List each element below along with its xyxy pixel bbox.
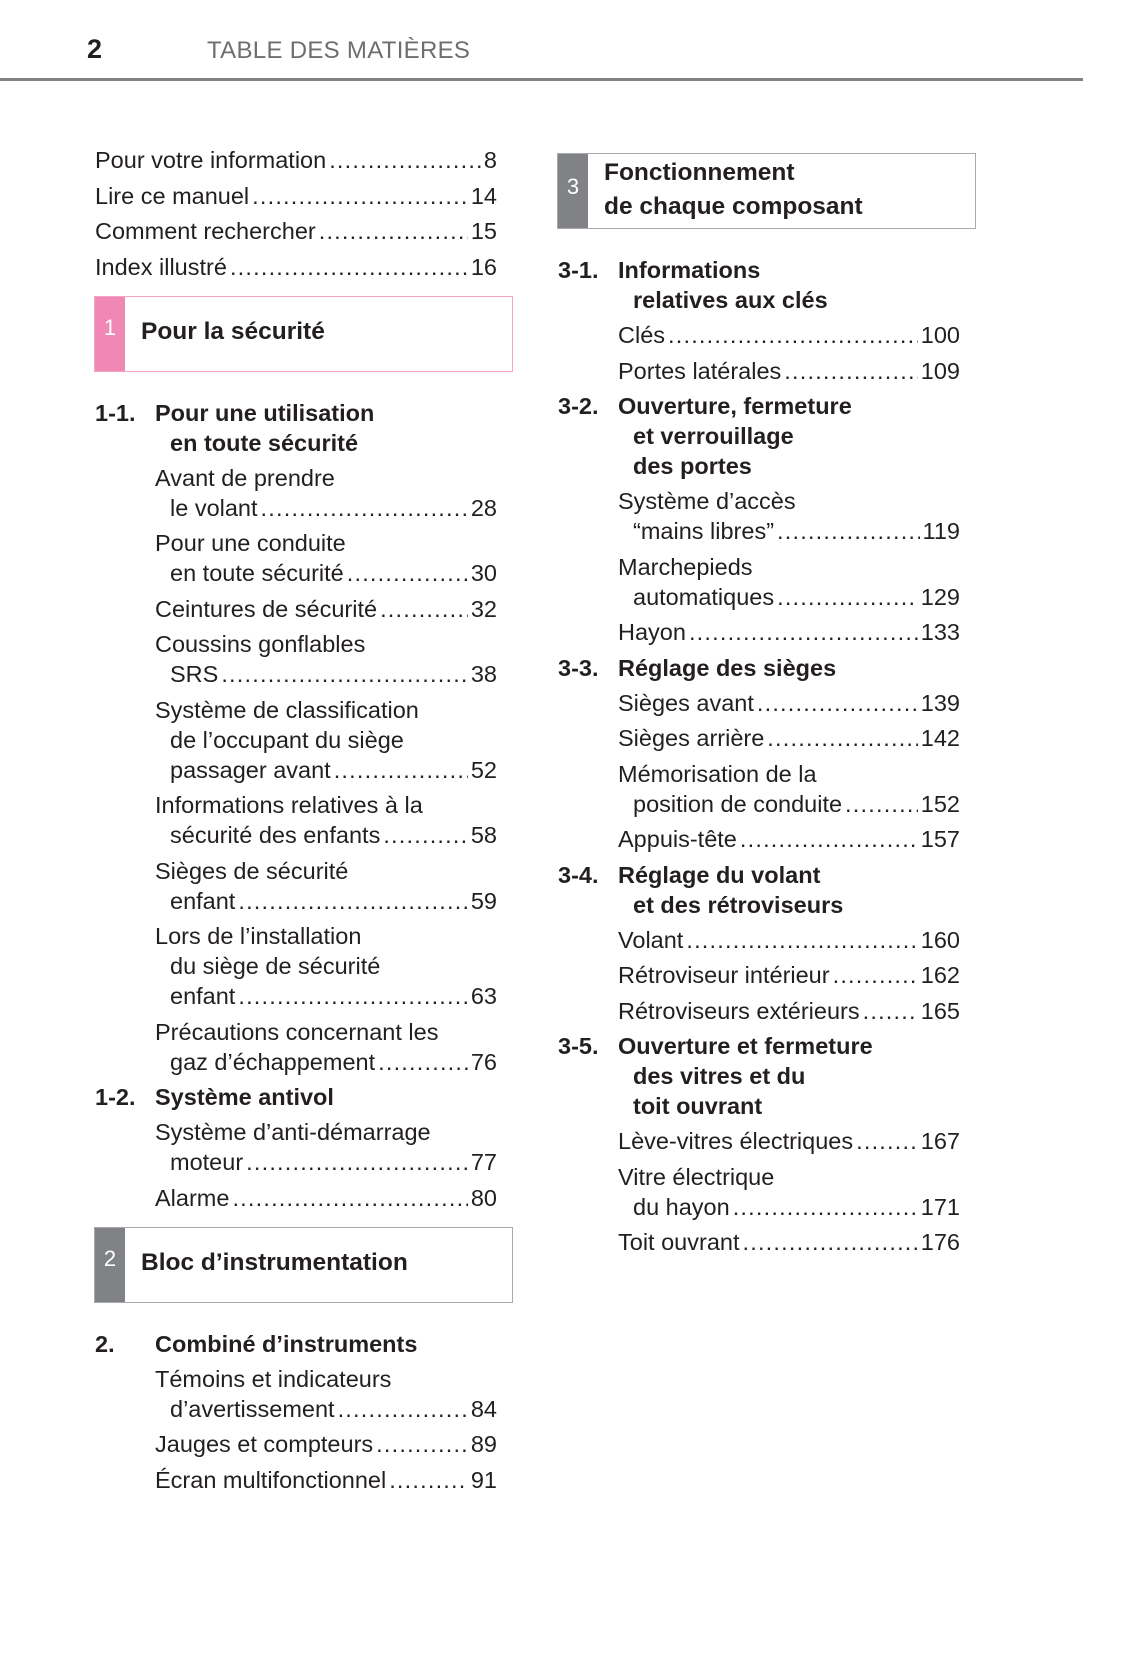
- section-heading: [558, 1031, 978, 1121]
- chapter-number-tab: 3: [558, 154, 588, 228]
- toc-entry-line: [155, 558, 497, 588]
- header-divider: [0, 78, 1083, 81]
- toc-entry[interactable]: [95, 145, 515, 175]
- toc-entry[interactable]: [95, 181, 515, 211]
- toc-entry-text: Clés: [618, 322, 666, 348]
- toc-entry-line: [95, 216, 497, 246]
- toc-entry-line: [618, 617, 960, 647]
- toc-entry-text: Pour votre information: [95, 147, 327, 173]
- toc-entry-text: Rétroviseur intérieur: [618, 962, 830, 988]
- toc-entry[interactable]: [618, 1126, 978, 1156]
- toc-entry-text: de l’occupant du siège: [170, 726, 404, 753]
- page-number-ref[interactable]: 63: [470, 983, 497, 1009]
- section-title-line: Combiné d’instruments: [155, 1330, 418, 1357]
- leader-dots: [378, 1047, 468, 1077]
- toc-entry-line: [618, 1126, 960, 1156]
- toc-entry-text: Témoins et indicateurs: [155, 1365, 392, 1392]
- toc-entry-line: [618, 356, 960, 386]
- section-title: [618, 391, 852, 481]
- toc-entry-text: “mains libres”: [633, 518, 775, 544]
- leader-dots: [221, 659, 468, 689]
- toc-entry-line: [618, 925, 960, 955]
- toc-entry[interactable]: [155, 1465, 515, 1495]
- toc-entry-text: le volant: [170, 494, 258, 521]
- page-number-ref[interactable]: 14: [470, 182, 497, 209]
- chapter-box[interactable]: [94, 1227, 513, 1303]
- section-number: 3-2.: [558, 393, 599, 419]
- section-title: [618, 255, 828, 315]
- toc-entry-line: [618, 516, 960, 546]
- toc-entry-line: [155, 594, 497, 624]
- section-title-line: et verrouillage: [633, 423, 794, 449]
- page-number-ref[interactable]: 89: [470, 1431, 497, 1457]
- toc-entry-text: Jauges et compteurs: [155, 1431, 374, 1457]
- page-number-ref[interactable]: 58: [470, 822, 497, 848]
- page-number-ref[interactable]: 139: [920, 689, 960, 716]
- section-heading: [95, 398, 515, 458]
- toc-entry-text: Toit ouvrant: [618, 1229, 740, 1255]
- page-number-ref[interactable]: 76: [470, 1048, 497, 1075]
- section-heading: [558, 391, 978, 481]
- toc-entry-line: [95, 181, 497, 211]
- toc-entry-text: Lire ce manuel: [95, 182, 250, 209]
- chapter-title-line: Bloc d’instrumentation: [141, 1248, 408, 1276]
- toc-entry-text: automatiques: [633, 583, 775, 610]
- toc-entry[interactable]: [618, 356, 978, 386]
- leader-dots: [733, 1192, 918, 1222]
- chapter-title: [125, 1228, 408, 1302]
- toc-entry-line: [95, 145, 497, 175]
- section-title-line: des vitres et du: [633, 1063, 806, 1089]
- toc-entry-text: Coussins gonflables: [155, 631, 366, 657]
- section-title-line: en toute sécurité: [170, 429, 359, 456]
- toc-entry-line: [618, 824, 960, 854]
- toc-entry-text: enfant: [170, 887, 236, 914]
- page-header-title: TABLE DES MATIÈRES: [207, 37, 471, 64]
- toc-entry[interactable]: [155, 1183, 515, 1213]
- leader-dots: [380, 594, 468, 624]
- page-number-ref[interactable]: 133: [920, 619, 960, 645]
- toc-entry[interactable]: [618, 723, 978, 753]
- leader-dots: [232, 1183, 467, 1213]
- toc-entry[interactable]: [618, 486, 978, 546]
- toc-entry-text: Rétroviseurs extérieurs: [618, 997, 860, 1024]
- toc-column-left: [95, 145, 515, 1500]
- toc-entry-text: Sièges avant: [618, 689, 754, 716]
- page-number-ref[interactable]: 167: [920, 1128, 960, 1154]
- toc-entry-text: en toute sécurité: [170, 560, 344, 586]
- leader-dots: [742, 1227, 917, 1257]
- section-title-line: Pour une utilisation: [155, 399, 375, 426]
- toc-entry-line: [155, 1183, 497, 1213]
- leader-dots: [230, 252, 468, 282]
- leader-dots: [863, 996, 918, 1026]
- toc-entry[interactable]: [155, 594, 515, 624]
- toc-entry-text: Ceintures de sécurité: [155, 595, 378, 622]
- page-number-ref[interactable]: 52: [470, 756, 497, 783]
- toc-entry[interactable]: [155, 1017, 515, 1077]
- page-number-ref[interactable]: 157: [920, 826, 960, 852]
- leader-dots: [329, 145, 481, 175]
- toc-entry-text: Lève-vitres électriques: [618, 1128, 854, 1154]
- leader-dots: [319, 216, 468, 246]
- toc-entry[interactable]: [155, 629, 515, 689]
- toc-entry[interactable]: [155, 528, 515, 588]
- page-number-ref[interactable]: 38: [470, 661, 497, 687]
- leader-dots: [668, 320, 918, 350]
- page-number-ref[interactable]: 91: [470, 1466, 497, 1493]
- toc-entry-text: position de conduite: [633, 790, 843, 817]
- section-title-line: des portes: [633, 453, 752, 479]
- leader-dots: [845, 789, 918, 819]
- page-number-ref[interactable]: 171: [920, 1193, 960, 1220]
- page-number-ref[interactable]: 100: [920, 322, 960, 348]
- toc-entry-text: Écran multifonctionnel: [155, 1466, 387, 1493]
- toc-entry[interactable]: [618, 824, 978, 854]
- toc-entry-line: [155, 1394, 497, 1424]
- toc-column-right: [558, 145, 978, 1263]
- page-number-ref[interactable]: 77: [470, 1149, 497, 1175]
- toc-entry-text: SRS: [170, 661, 219, 687]
- section-heading: [558, 255, 978, 315]
- toc-entry[interactable]: [155, 1117, 515, 1177]
- toc-entry-line: [155, 820, 497, 850]
- toc-entry-text: Pour une conduite: [155, 530, 346, 556]
- section-title-line: Informations: [618, 257, 761, 283]
- leader-dots: [376, 1429, 468, 1459]
- leader-dots: [238, 886, 468, 916]
- chapter-title: [125, 297, 325, 371]
- toc-entry[interactable]: [618, 1227, 978, 1257]
- leader-dots: [252, 181, 468, 211]
- toc-entry-text: moteur: [170, 1149, 244, 1175]
- toc-entry[interactable]: [618, 320, 978, 350]
- section-title-line: Réglage du volant: [618, 861, 821, 888]
- toc-entry[interactable]: [618, 552, 978, 612]
- page-number-ref[interactable]: 80: [470, 1184, 497, 1211]
- toc-entry-line: [155, 493, 497, 523]
- toc-entry[interactable]: [618, 925, 978, 955]
- section-number: 1-2.: [95, 1084, 136, 1110]
- toc-entry-line: [618, 1192, 960, 1222]
- page-number-ref[interactable]: 59: [470, 887, 497, 914]
- toc-entry[interactable]: [618, 617, 978, 647]
- chapter-title-line: Fonctionnement: [604, 159, 795, 186]
- toc-entry-text: Sièges de sécurité: [155, 857, 349, 884]
- toc-entry-line: [155, 1147, 497, 1177]
- leader-dots: [777, 516, 920, 546]
- page-number-ref[interactable]: 16: [470, 253, 497, 280]
- toc-entry-line: [618, 996, 960, 1026]
- section-title-line: Système antivol: [155, 1084, 334, 1110]
- section-heading: [558, 860, 978, 920]
- toc-entry[interactable]: [95, 252, 515, 282]
- chapter-box[interactable]: [557, 153, 976, 229]
- page-number-ref[interactable]: 160: [920, 926, 960, 953]
- toc-entry-text: Système de classification: [155, 696, 419, 723]
- toc-entry[interactable]: [618, 1162, 978, 1222]
- toc-entry-line: [618, 789, 960, 819]
- section-number: 3-3.: [558, 654, 599, 681]
- section-heading: [95, 1082, 515, 1112]
- toc-entry[interactable]: [155, 1429, 515, 1459]
- toc-entry-text: Comment rechercher: [95, 218, 316, 244]
- toc-entry-text: Marchepieds: [618, 553, 753, 580]
- section-number: 1-1.: [95, 399, 136, 426]
- leader-dots: [777, 582, 918, 612]
- toc-entry-line: [95, 252, 497, 282]
- leader-dots: [784, 356, 918, 386]
- leader-dots: [238, 981, 468, 1011]
- toc-entry-text: Système d’accès: [618, 488, 796, 514]
- toc-entry-text: Sièges arrière: [618, 725, 765, 751]
- section-title: [618, 653, 836, 683]
- leader-dots: [740, 824, 918, 854]
- section-title-line: toit ouvrant: [633, 1093, 763, 1119]
- section-heading: [95, 1329, 515, 1359]
- leader-dots: [856, 1126, 918, 1156]
- toc-entry-text: Volant: [618, 926, 684, 953]
- toc-entry-text: Portes latérales: [618, 357, 782, 384]
- page-number-ref[interactable]: 84: [470, 1395, 497, 1422]
- toc-entry-text: Appuis-tête: [618, 826, 737, 852]
- toc-entry-text: Informations relatives à la: [155, 792, 423, 818]
- toc-entry[interactable]: [618, 759, 978, 819]
- section-title-line: relatives aux clés: [633, 287, 828, 313]
- page-number-ref[interactable]: 8: [483, 147, 497, 173]
- toc-entry-text: Index illustré: [95, 253, 227, 280]
- leader-dots: [689, 617, 918, 647]
- page-number-ref[interactable]: 162: [920, 962, 960, 988]
- section-title: [155, 398, 374, 458]
- section-title: [155, 1082, 334, 1112]
- toc-entry[interactable]: [155, 790, 515, 850]
- toc-entry-text: Précautions concernant les: [155, 1018, 439, 1045]
- toc-entry-line: [155, 1429, 497, 1459]
- toc-entry-line: [155, 981, 497, 1011]
- page-number-ref[interactable]: 109: [920, 357, 960, 384]
- leader-dots: [686, 925, 917, 955]
- leader-dots: [757, 688, 918, 718]
- toc-entry-line: [618, 688, 960, 718]
- leader-dots: [347, 558, 468, 588]
- toc-entry-text: du siège de sécurité: [170, 953, 381, 979]
- section-title-line: et des rétroviseurs: [633, 891, 844, 918]
- toc-entry-line: [618, 723, 960, 753]
- toc-entry-text: Avant de prendre: [155, 464, 335, 491]
- toc-entry-line: [618, 1227, 960, 1257]
- chapter-title-line: Pour la sécurité: [141, 317, 325, 345]
- section-title: [618, 1031, 873, 1121]
- page-number-ref[interactable]: 129: [920, 583, 960, 610]
- toc-entry[interactable]: [155, 695, 515, 785]
- toc-entry-line: [155, 886, 497, 916]
- section-title-line: Réglage des sièges: [618, 654, 837, 681]
- section-number: 3-5.: [558, 1033, 599, 1059]
- section-number: 3-4.: [558, 861, 599, 888]
- toc-entry-text: enfant: [170, 983, 236, 1009]
- toc-entry-text: sécurité des enfants: [170, 822, 381, 848]
- page-number-ref[interactable]: 15: [470, 218, 497, 244]
- leader-dots: [261, 493, 468, 523]
- page-number-ref[interactable]: 142: [920, 725, 960, 751]
- toc-entry[interactable]: [155, 463, 515, 523]
- chapter-number-tab: 2: [95, 1228, 125, 1302]
- toc-entry[interactable]: [155, 1364, 515, 1424]
- toc-entry-text: passager avant: [170, 756, 331, 783]
- toc-entry-line: [618, 960, 960, 990]
- leader-dots: [767, 723, 917, 753]
- page-number-ref[interactable]: 152: [920, 790, 960, 817]
- page-number-ref[interactable]: 30: [470, 560, 497, 586]
- toc-entry[interactable]: [155, 856, 515, 916]
- leader-dots: [334, 755, 468, 785]
- toc-entry[interactable]: [618, 688, 978, 718]
- toc-entry[interactable]: [618, 960, 978, 990]
- toc-entry-line: [155, 1465, 497, 1495]
- chapter-title: [588, 154, 863, 228]
- toc-entry-line: [618, 320, 960, 350]
- leader-dots: [389, 1465, 468, 1495]
- page-number-ref[interactable]: 165: [920, 997, 960, 1024]
- leader-dots: [383, 820, 468, 850]
- section-title-line: Ouverture et fermeture: [618, 1033, 873, 1059]
- section-title: [618, 860, 843, 920]
- section-number: 3-1.: [558, 257, 599, 283]
- leader-dots: [338, 1394, 468, 1424]
- toc-entry-text: d’avertissement: [170, 1395, 335, 1422]
- chapter-number-tab: 1: [95, 297, 125, 371]
- section-title: [155, 1329, 417, 1359]
- toc-entry-text: Système d’anti-démarrage: [155, 1119, 431, 1145]
- section-title-line: Ouverture, fermeture: [618, 393, 852, 419]
- toc-entry-line: [155, 1047, 497, 1077]
- page-number-ref[interactable]: 28: [470, 494, 497, 521]
- toc-entry-text: gaz d’échappement: [170, 1048, 376, 1075]
- toc-entry-text: Alarme: [155, 1184, 230, 1211]
- toc-entry-line: [155, 659, 497, 689]
- toc-entry[interactable]: [618, 996, 978, 1026]
- toc-entry-line: [618, 582, 960, 612]
- page-number-ref[interactable]: 119: [922, 518, 960, 544]
- leader-dots: [833, 960, 918, 990]
- chapter-title-line: de chaque composant: [604, 193, 863, 220]
- toc-entry-line: [155, 755, 497, 785]
- toc-entry-text: Lors de l’installation: [155, 923, 362, 949]
- toc-entry[interactable]: [95, 216, 515, 246]
- page-number: 2: [87, 34, 103, 64]
- section-number: 2.: [95, 1330, 115, 1357]
- toc-entry-text: Mémorisation de la: [618, 760, 817, 787]
- section-heading: [558, 653, 978, 683]
- chapter-box[interactable]: [94, 296, 513, 372]
- leader-dots: [246, 1147, 468, 1177]
- toc-entry-text: du hayon: [633, 1193, 730, 1220]
- toc-entry[interactable]: [155, 921, 515, 1011]
- page-number-ref[interactable]: 32: [470, 595, 497, 622]
- toc-entry-text: Vitre électrique: [618, 1163, 775, 1190]
- toc-entry-text: Hayon: [618, 619, 686, 645]
- page-number-ref[interactable]: 176: [920, 1229, 960, 1255]
